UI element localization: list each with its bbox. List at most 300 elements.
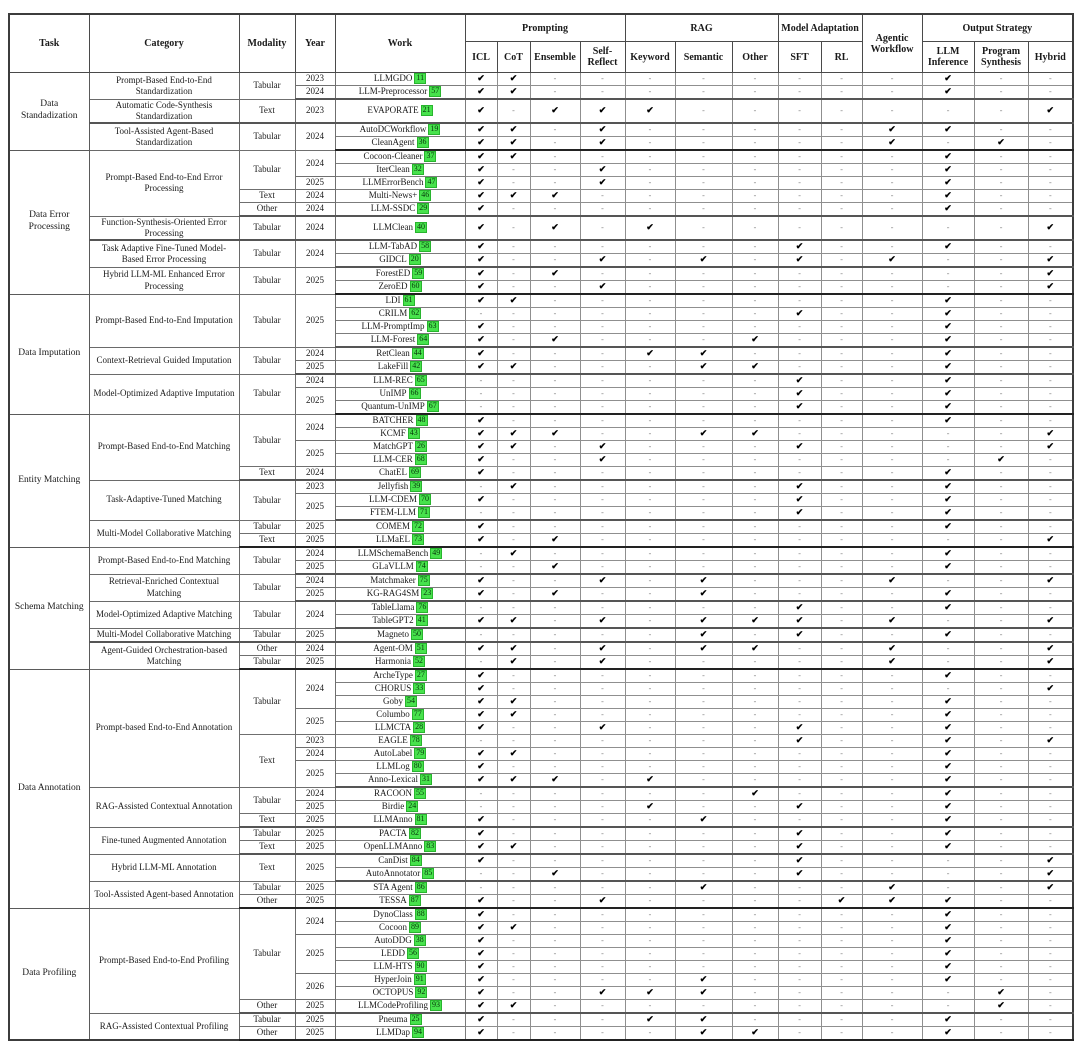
dash-mark: -: [999, 749, 1003, 759]
check-cell-llm-inference: [922, 974, 974, 987]
check-cell-sft: [778, 774, 821, 788]
citation-ref[interactable]: 47: [427, 177, 436, 187]
work-name: LEDD: [381, 948, 405, 959]
check-cell-self-reflect: [580, 308, 625, 321]
work-name: ZeroED: [378, 281, 408, 292]
work-name: IterClean: [376, 164, 410, 175]
dash-mark: -: [946, 429, 950, 439]
check-cell-self-reflect: [580, 520, 625, 534]
check-cell-agentic-workflow: [862, 240, 922, 254]
check-icon: ✔: [944, 415, 952, 426]
citation-ref[interactable]: 56: [409, 948, 417, 958]
check-cell-ensemble: [530, 99, 580, 123]
check-cell-self-reflect: [580, 588, 625, 602]
dash-mark: -: [702, 896, 705, 906]
dash-mark: -: [840, 442, 843, 452]
check-cell-sft: [778, 428, 821, 441]
citation-ref[interactable]: 85: [424, 868, 433, 878]
dash-mark: -: [648, 856, 652, 866]
check-icon: ✔: [795, 801, 804, 812]
dash-mark: -: [601, 910, 604, 920]
dash-mark: -: [999, 684, 1003, 694]
work-cell: [335, 974, 465, 987]
check-cell-program-synthesis: [974, 347, 1028, 361]
dash-mark: -: [702, 736, 705, 746]
dash-mark: -: [840, 562, 843, 572]
check-cell-agentic-workflow: [862, 895, 922, 909]
citation-ref[interactable]: 28: [415, 722, 424, 732]
dash-mark: -: [648, 282, 652, 292]
check-cell-sft: [778, 254, 821, 268]
dash-mark: -: [840, 335, 843, 345]
dash-mark: -: [890, 789, 894, 799]
check-cell-cot: [497, 987, 530, 1000]
check-cell-agentic-workflow: [862, 868, 922, 882]
citation-ref[interactable]: 60: [411, 281, 420, 291]
citation-ref[interactable]: 49: [432, 548, 441, 558]
citation-ref[interactable]: 57: [431, 86, 440, 96]
check-cell-icl: [465, 868, 497, 882]
dash-mark: -: [999, 429, 1003, 439]
year-cell: 2025: [295, 441, 335, 467]
check-cell-self-reflect: [580, 388, 625, 401]
category-cell: Automatic Code-Synthesis Standardization: [89, 99, 239, 123]
check-cell-ensemble: [530, 574, 580, 588]
check-cell-agentic-workflow: [862, 177, 922, 190]
citation-ref[interactable]: 29: [419, 203, 428, 213]
citation-ref[interactable]: 50: [413, 629, 421, 639]
citation-ref[interactable]: 80: [413, 761, 422, 771]
work-cell: [335, 895, 465, 909]
citation-ref[interactable]: 41: [417, 615, 426, 625]
check-cell-self-reflect: [580, 177, 625, 190]
dash-mark: -: [840, 178, 843, 188]
check-icon: ✔: [944, 467, 952, 478]
citation-ref[interactable]: 36: [418, 137, 427, 147]
dash-mark: -: [601, 152, 604, 162]
dash-mark: -: [648, 749, 652, 759]
check-cell-ensemble: [530, 669, 580, 683]
work-cell: [335, 321, 465, 334]
citation-ref[interactable]: 38: [415, 935, 424, 945]
check-cell-semantic: [675, 294, 732, 308]
dash-mark: -: [702, 829, 705, 839]
dash-mark: -: [999, 896, 1003, 906]
dash-mark: -: [999, 775, 1003, 785]
citation-ref[interactable]: 70: [421, 494, 429, 504]
work-name: LakeFill: [377, 361, 409, 372]
check-cell-icl: [465, 574, 497, 588]
work-name: Matchmaker: [370, 575, 416, 586]
check-cell-llm-inference: [922, 709, 974, 722]
citation-ref[interactable]: 51: [416, 643, 425, 653]
citation-ref[interactable]: 76: [418, 602, 427, 612]
dash-mark: -: [1048, 482, 1052, 492]
check-cell-sft: [778, 203, 821, 217]
citation-ref[interactable]: 39: [412, 481, 421, 491]
citation-ref[interactable]: 69: [411, 467, 419, 477]
check-cell-agentic-workflow: [862, 441, 922, 454]
dash-mark: -: [999, 191, 1003, 201]
check-cell-rl: [821, 735, 862, 748]
dash-mark: -: [1048, 775, 1052, 785]
check-cell-rl: [821, 868, 862, 882]
citation-ref[interactable]: 55: [416, 788, 424, 798]
check-cell-llm-inference: [922, 683, 974, 696]
work-name: Jellyfish: [377, 481, 409, 492]
dash-mark: -: [601, 856, 604, 866]
dash-mark: -: [840, 1001, 843, 1011]
citation-ref[interactable]: 58: [421, 241, 430, 251]
citation-ref[interactable]: 93: [432, 1000, 440, 1010]
check-icon: ✔: [1046, 428, 1055, 439]
dash-mark: -: [1048, 789, 1052, 799]
citation-ref[interactable]: 62: [411, 308, 420, 318]
check-cell-sft: [778, 507, 821, 521]
dash-mark: -: [999, 204, 1003, 214]
dash-mark: -: [840, 204, 843, 214]
check-cell-other: [732, 428, 778, 441]
check-cell-ensemble: [530, 480, 580, 494]
check-cell-rl: [821, 137, 862, 151]
check-cell-llm-inference: [922, 520, 974, 534]
dash-mark: -: [946, 657, 950, 667]
citation-ref[interactable]: 59: [414, 268, 423, 278]
dash-mark: -: [553, 468, 557, 478]
dash-mark: -: [1048, 522, 1052, 532]
check-cell-rl: [821, 761, 862, 774]
check-cell-program-synthesis: [974, 177, 1028, 190]
dash-mark: -: [798, 362, 801, 372]
check-cell-keyword: [625, 123, 675, 137]
dash-mark: -: [753, 74, 757, 84]
check-cell-llm-inference: [922, 150, 974, 164]
citation-ref[interactable]: 32: [413, 164, 422, 174]
check-cell-cot: [497, 137, 530, 151]
citation-ref[interactable]: 66: [410, 388, 419, 398]
check-cell-cot: [497, 827, 530, 841]
check-cell-agentic-workflow: [862, 814, 922, 828]
year-cell: 2025: [295, 841, 335, 855]
dash-mark: -: [553, 684, 557, 694]
dash-mark: -: [553, 896, 557, 906]
citation-ref[interactable]: 65: [416, 375, 425, 385]
check-cell-keyword: [625, 656, 675, 670]
citation-ref[interactable]: 44: [413, 348, 422, 358]
citation-ref[interactable]: 54: [407, 696, 415, 706]
check-cell-cot: [497, 787, 530, 801]
citation-ref[interactable]: 63: [428, 321, 437, 331]
check-cell-keyword: [625, 414, 675, 428]
check-cell-cot: [497, 240, 530, 254]
dash-mark: -: [999, 495, 1003, 505]
citation-ref[interactable]: 40: [417, 222, 425, 232]
check-icon: ✔: [944, 909, 952, 920]
check-cell-cot: [497, 881, 530, 895]
check-cell-hybrid: [1028, 948, 1073, 961]
check-cell-sft: [778, 123, 821, 137]
citation-ref[interactable]: 92: [417, 987, 426, 997]
check-cell-sft: [778, 748, 821, 761]
citation-ref[interactable]: 43: [409, 428, 418, 438]
check-icon: ✔: [944, 696, 952, 707]
citation-ref[interactable]: 87: [410, 895, 419, 905]
check-cell-icl: [465, 534, 497, 548]
check-icon: ✔: [944, 588, 952, 599]
dash-mark: -: [1048, 949, 1052, 959]
citation-ref[interactable]: 79: [416, 748, 425, 758]
col-header-task: Task: [9, 14, 89, 73]
check-cell-cot: [497, 1000, 530, 1014]
check-cell-ensemble: [530, 414, 580, 428]
check-icon: ✔: [944, 164, 952, 175]
check-icon: ✔: [598, 722, 607, 733]
check-cell-ensemble: [530, 334, 580, 348]
check-icon: ✔: [1046, 882, 1055, 893]
check-cell-llm-inference: [922, 987, 974, 1000]
check-cell-ensemble: [530, 642, 580, 656]
citation-ref[interactable]: 27: [416, 670, 425, 680]
dash-mark: -: [840, 376, 843, 386]
check-cell-llm-inference: [922, 454, 974, 467]
check-icon: ✔: [477, 1027, 485, 1038]
check-icon: ✔: [551, 222, 559, 233]
check-cell-sft: [778, 374, 821, 388]
dash-mark: -: [890, 936, 894, 946]
check-cell-hybrid: [1028, 454, 1073, 467]
citation-ref[interactable]: 21: [422, 105, 431, 115]
citation-ref[interactable]: 67: [428, 401, 437, 411]
check-cell-cot: [497, 574, 530, 588]
check-cell-other: [732, 216, 778, 240]
modality-cell: Tabular: [239, 150, 295, 190]
check-cell-agentic-workflow: [862, 86, 922, 100]
citation-ref[interactable]: 94: [414, 1027, 422, 1037]
citation-ref[interactable]: 86: [416, 882, 425, 892]
dash-mark: -: [890, 949, 894, 959]
citation-ref[interactable]: 77: [413, 709, 422, 719]
modality-cell: Text: [239, 190, 295, 203]
dash-mark: -: [753, 125, 757, 135]
check-cell-self-reflect: [580, 321, 625, 334]
citation-ref[interactable]: 81: [416, 814, 425, 824]
citation-ref[interactable]: 48: [417, 415, 426, 425]
dash-mark: -: [702, 535, 705, 545]
citation-ref[interactable]: 75: [419, 575, 428, 585]
col-header-cot: CoT: [497, 42, 530, 73]
dash-mark: -: [702, 204, 705, 214]
citation-ref[interactable]: 88: [416, 909, 425, 919]
work-cell: [335, 696, 465, 709]
check-icon: ✔: [477, 855, 485, 866]
citation-ref[interactable]: 84: [411, 855, 420, 865]
dash-mark: -: [1048, 936, 1052, 946]
check-cell-semantic: [675, 281, 732, 295]
check-cell-self-reflect: [580, 1013, 625, 1027]
citation-ref[interactable]: 61: [404, 295, 413, 305]
check-icon: ✔: [598, 105, 607, 116]
dash-mark: -: [753, 389, 757, 399]
dash-mark: -: [999, 223, 1003, 233]
check-cell-icl: [465, 656, 497, 670]
work-cell: [335, 588, 465, 602]
check-cell-self-reflect: [580, 683, 625, 696]
citation-ref[interactable]: 91: [415, 974, 424, 984]
category-cell: Multi-Model Collaborative Matching: [89, 628, 239, 642]
col-header-ensemble: Ensemble: [530, 42, 580, 73]
check-cell-rl: [821, 935, 862, 948]
citation-ref[interactable]: 42: [412, 361, 421, 371]
check-cell-sft: [778, 908, 821, 922]
check-cell-rl: [821, 281, 862, 295]
check-cell-hybrid: [1028, 216, 1073, 240]
dash-mark: -: [1048, 762, 1052, 772]
check-cell-agentic-workflow: [862, 1027, 922, 1041]
check-cell-hybrid: [1028, 801, 1073, 814]
check-cell-agentic-workflow: [862, 588, 922, 602]
citation-ref[interactable]: 72: [414, 521, 422, 531]
check-cell-agentic-workflow: [862, 908, 922, 922]
dash-mark: -: [601, 549, 604, 559]
citation-ref[interactable]: 73: [414, 534, 422, 544]
check-cell-other: [732, 987, 778, 1000]
citation-ref[interactable]: 82: [410, 828, 419, 838]
work-name: ForestED: [375, 268, 411, 279]
citation-ref[interactable]: 33: [415, 683, 424, 693]
check-icon: ✔: [598, 281, 607, 292]
dash-mark: -: [702, 749, 705, 759]
check-icon: ✔: [795, 401, 804, 412]
dash-mark: -: [840, 815, 843, 825]
check-cell-program-synthesis: [974, 203, 1028, 217]
check-icon: ✔: [699, 348, 708, 359]
task-cell: Data Error Processing: [9, 150, 89, 294]
dash-mark: -: [840, 616, 843, 626]
check-cell-keyword: [625, 642, 675, 656]
table-row: [9, 547, 1073, 561]
citation-ref[interactable]: 83: [426, 841, 435, 851]
check-cell-llm-inference: [922, 574, 974, 588]
check-cell-program-synthesis: [974, 722, 1028, 735]
dash-mark: -: [890, 495, 894, 505]
category-cell: Function-Synthesis-Oriented Error Processing: [89, 216, 239, 240]
dash-mark: -: [798, 549, 801, 559]
citation-ref[interactable]: 11: [416, 73, 425, 83]
check-cell-agentic-workflow: [862, 841, 922, 855]
check-cell-hybrid: [1028, 628, 1073, 642]
dash-mark: -: [702, 856, 705, 866]
check-cell-sft: [778, 669, 821, 683]
citation-ref[interactable]: 90: [416, 961, 425, 971]
check-cell-semantic: [675, 854, 732, 868]
check-cell-agentic-workflow: [862, 507, 922, 521]
dash-mark: -: [648, 138, 652, 148]
check-cell-sft: [778, 974, 821, 987]
modality-cell: Tabular: [239, 123, 295, 150]
citation-ref[interactable]: 23: [423, 588, 432, 598]
check-cell-hybrid: [1028, 974, 1073, 987]
check-icon: ✔: [477, 281, 485, 292]
dash-mark: -: [512, 736, 515, 746]
check-cell-hybrid: [1028, 428, 1073, 441]
check-icon: ✔: [477, 722, 485, 733]
check-icon: ✔: [944, 308, 952, 319]
check-cell-icl: [465, 308, 497, 321]
check-cell-self-reflect: [580, 774, 625, 788]
check-cell-keyword: [625, 814, 675, 828]
check-cell-icl: [465, 748, 497, 761]
citation-ref[interactable]: 26: [417, 441, 425, 451]
work-name: CHORUS: [374, 683, 412, 694]
citation-ref[interactable]: 71: [420, 507, 428, 517]
work-cell: [335, 294, 465, 308]
dash-mark: -: [702, 869, 705, 879]
check-cell-sft: [778, 150, 821, 164]
check-icon: ✔: [751, 643, 759, 654]
check-icon: ✔: [699, 629, 708, 640]
dash-mark: -: [1048, 402, 1052, 412]
check-cell-agentic-workflow: [862, 267, 922, 281]
check-cell-icl: [465, 709, 497, 722]
dash-mark: -: [1048, 242, 1052, 252]
dash-mark: -: [798, 775, 801, 785]
citation-ref[interactable]: 78: [411, 735, 420, 745]
check-cell-rl: [821, 441, 862, 454]
dash-mark: -: [798, 138, 801, 148]
dash-mark: -: [753, 522, 757, 532]
check-cell-cot: [497, 547, 530, 561]
citation-ref[interactable]: 25: [411, 1014, 420, 1024]
check-cell-sft: [778, 881, 821, 895]
check-cell-cot: [497, 334, 530, 348]
dash-mark: -: [999, 671, 1003, 681]
check-icon: ✔: [598, 575, 607, 586]
dash-mark: -: [601, 1001, 604, 1011]
dash-mark: -: [702, 657, 705, 667]
check-cell-other: [732, 534, 778, 548]
citation-ref[interactable]: 68: [416, 454, 425, 464]
check-icon: ✔: [509, 696, 518, 707]
check-cell-semantic: [675, 628, 732, 642]
table-row: [9, 642, 1073, 656]
check-icon: ✔: [1046, 441, 1055, 452]
dash-mark: -: [702, 468, 705, 478]
citation-ref[interactable]: 37: [426, 151, 435, 161]
check-cell-program-synthesis: [974, 507, 1028, 521]
check-cell-semantic: [675, 203, 732, 217]
citation-ref[interactable]: 24: [408, 801, 417, 811]
dash-mark: -: [999, 789, 1003, 799]
dash-mark: -: [840, 842, 843, 852]
check-cell-ensemble: [530, 321, 580, 334]
citation-ref[interactable]: 64: [419, 334, 428, 344]
check-icon: ✔: [477, 254, 485, 265]
category-cell: Context-Retrieval Guided Imputation: [89, 347, 239, 374]
citation-ref[interactable]: 31: [421, 774, 430, 784]
check-icon: ✔: [477, 909, 485, 920]
check-cell-icl: [465, 137, 497, 151]
dash-mark: -: [512, 856, 515, 866]
citation-ref[interactable]: 20: [410, 254, 419, 264]
check-cell-hybrid: [1028, 709, 1073, 722]
citation-ref[interactable]: 19: [430, 124, 439, 134]
citation-ref[interactable]: 46: [421, 190, 430, 200]
check-cell-keyword: [625, 787, 675, 801]
dash-mark: -: [702, 282, 705, 292]
citation-ref[interactable]: 89: [411, 922, 419, 932]
citation-ref[interactable]: 52: [415, 656, 423, 666]
citation-ref[interactable]: 74: [417, 561, 426, 571]
